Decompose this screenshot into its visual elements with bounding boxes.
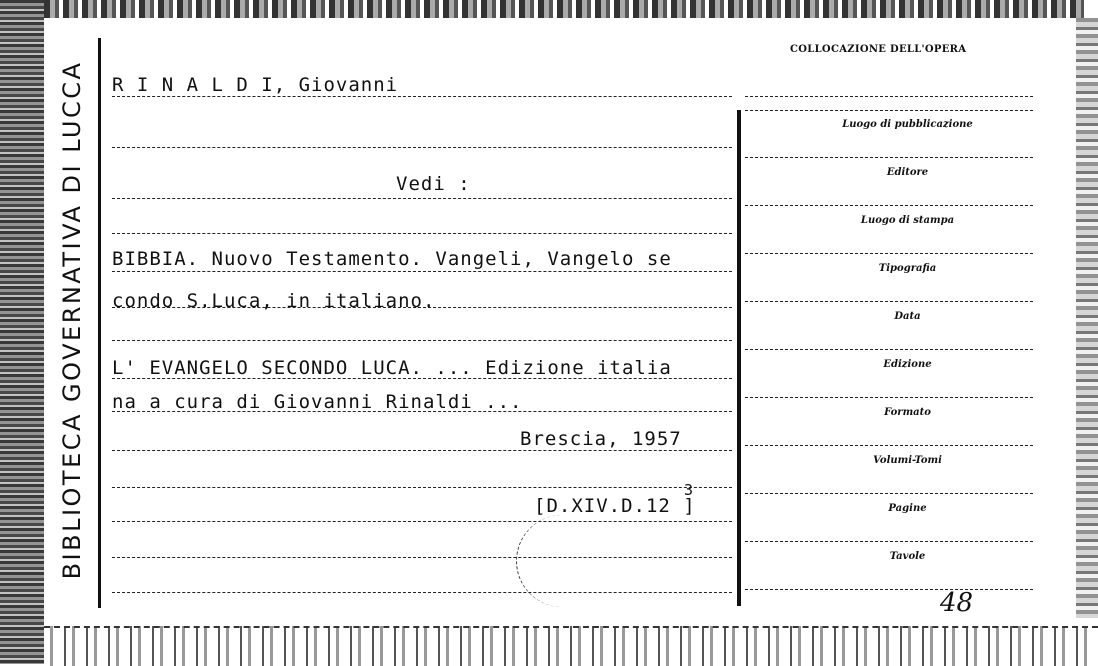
ruled-line	[745, 589, 1033, 590]
reference-line-1: BIBBIA. Nuovo Testamento. Vangeli, Vangelo se	[112, 248, 672, 270]
label-place-of-publication: Luogo di pubblicazione	[842, 119, 973, 130]
label-place-of-printing: Luogo di stampa	[860, 215, 955, 226]
ruled-line	[112, 147, 732, 148]
ruled-line	[745, 205, 1033, 206]
see-reference: Vedi :	[396, 173, 471, 195]
ruled-line	[112, 487, 732, 488]
label-volumes: Volumi-Tomi	[873, 455, 942, 466]
shelfmark	[534, 481, 696, 517]
label-edition: Edizione	[883, 359, 932, 370]
ruled-line	[745, 96, 1033, 97]
label-publisher: Editore	[886, 167, 929, 178]
ruled-line	[112, 271, 732, 272]
scan-edge-right	[1076, 18, 1098, 618]
ruled-line	[745, 445, 1033, 446]
margin-line-left	[98, 38, 101, 608]
ruled-line	[112, 557, 732, 558]
location-heading: COLLOCAZIONE DELL'OPERA	[790, 44, 967, 55]
shelfmark-superscript: 3	[684, 481, 695, 499]
ruled-line	[745, 349, 1033, 350]
ruled-line	[745, 301, 1033, 302]
label-plates: Tavole	[889, 551, 926, 562]
label-format: Formato	[884, 407, 931, 418]
author-name: R I N A L D I, Giovanni	[112, 74, 399, 96]
ruled-line	[112, 592, 732, 593]
ruled-line	[112, 233, 732, 234]
column-divider	[737, 110, 741, 606]
scan-edge-top	[44, 0, 1084, 18]
ruled-line	[745, 493, 1033, 494]
ruled-line	[745, 253, 1033, 254]
pencil-bracket-mark	[516, 515, 567, 607]
library-stamp	[42, 30, 102, 610]
scan-edge-left	[0, 0, 44, 664]
label-date: Data	[894, 311, 921, 322]
label-pages: Pagine	[888, 503, 927, 514]
ruled-line	[745, 157, 1033, 158]
ruled-line	[112, 450, 732, 451]
label-printer: Tipografia	[878, 263, 937, 274]
ruled-line	[112, 96, 732, 97]
scan-edge-bottom	[44, 626, 1098, 666]
ruled-line	[112, 340, 732, 341]
reference-line-2: condo S.Luca, in italiano.	[112, 290, 436, 312]
ruled-line	[745, 397, 1033, 398]
place-date: Brescia, 1957	[520, 428, 682, 450]
title-line-1: L' EVANGELO SECONDO LUCA. ... Edizione italia	[112, 357, 672, 379]
ruled-line	[112, 198, 732, 199]
handwritten-number: 48	[940, 588, 974, 618]
title-line-2: na a cura di Giovanni Rinaldi ...	[112, 391, 523, 413]
library-stamp-text: BIBLIOTECA GOVERNATIVA DI LUCCA	[58, 60, 86, 580]
shelfmark-text: [D.XIV.D.12 ]	[534, 495, 696, 517]
ruled-line	[745, 541, 1033, 542]
ruled-line	[112, 521, 732, 522]
ruled-line	[745, 110, 1033, 111]
